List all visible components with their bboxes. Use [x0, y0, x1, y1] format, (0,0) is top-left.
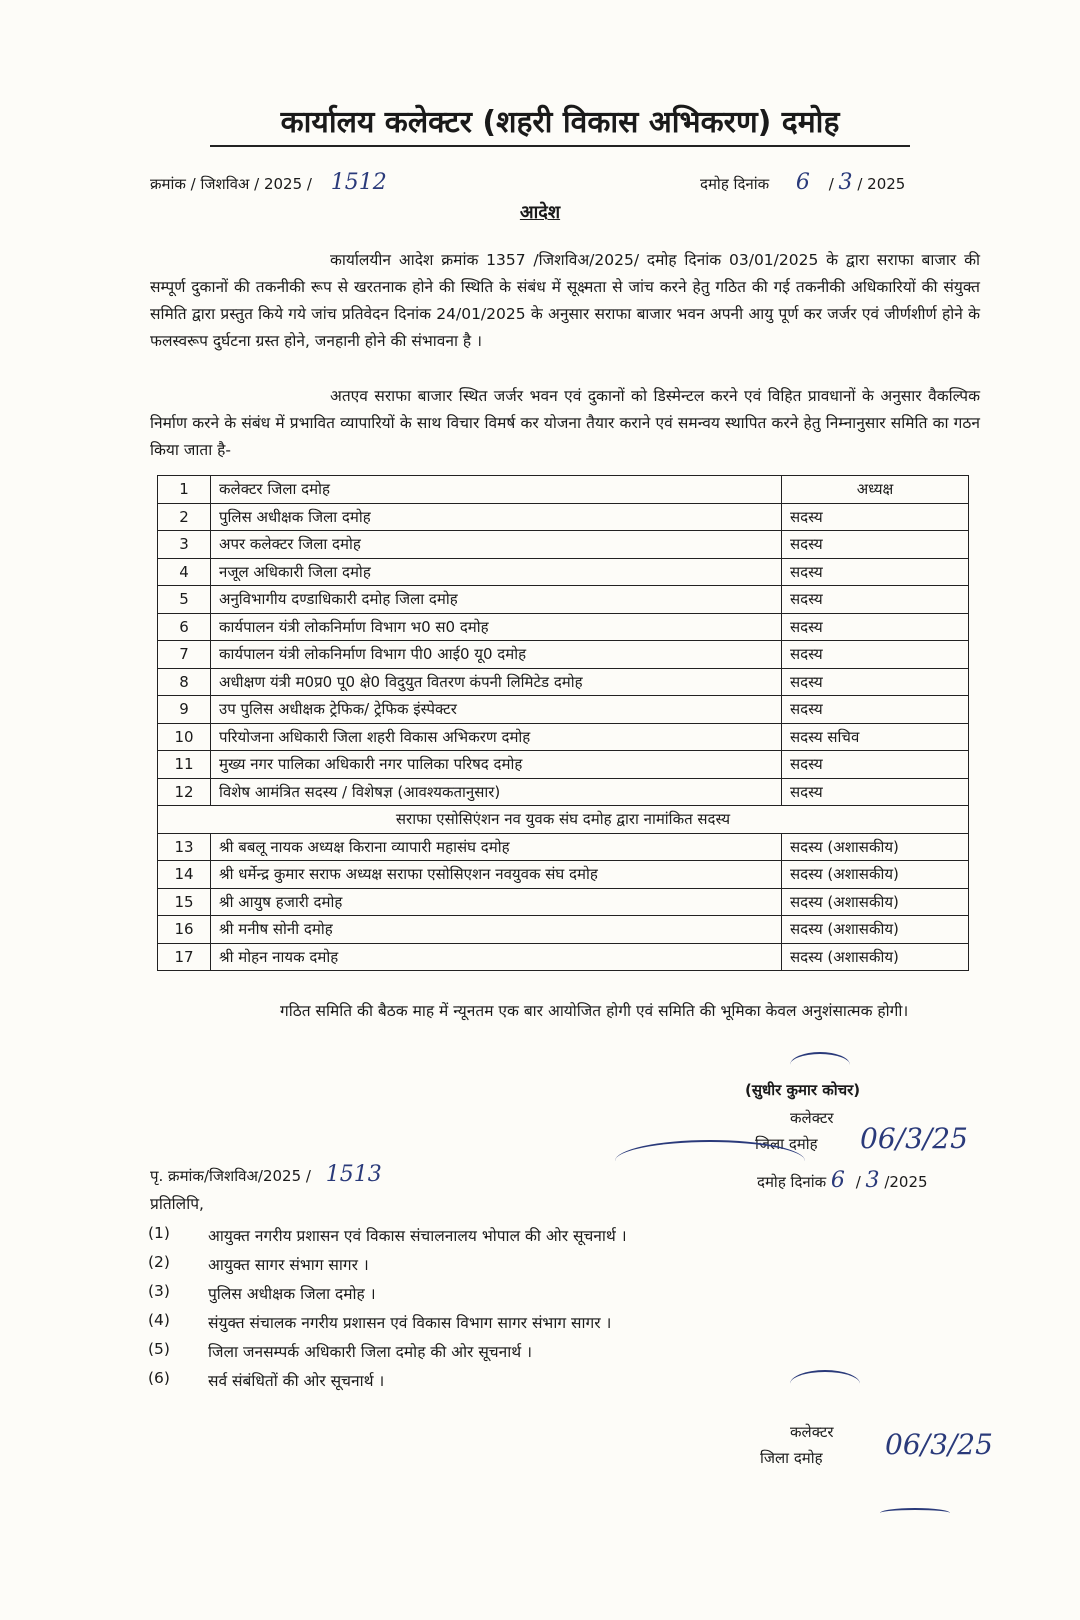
member-number: 17: [158, 943, 211, 971]
member-number: 3: [158, 531, 211, 559]
signatory-designation: कलेक्टर: [790, 1109, 834, 1127]
committee-row: [158, 668, 969, 696]
member-role: सदस्य (अशासकीय): [782, 833, 969, 861]
handwritten-date-month: 3: [838, 170, 853, 195]
member-number: 14: [158, 861, 211, 889]
member-name: श्री बबलू नायक अध्यक्ष किराना व्यापारी महासंघ दमोह: [211, 833, 782, 861]
copy-number: (4): [148, 1311, 170, 1329]
signatory-designation-2: कलेक्टर: [790, 1423, 834, 1441]
committee-row: [158, 586, 969, 614]
copy-recipient: संयुक्त संचालक नगरीय प्रशासन एवं विकास विभाग सागर संभाग सागर ।: [208, 1314, 612, 1332]
member-name: अधीक्षण यंत्री म0प्र0 पू0 क्षे0 विदुयुत वितरण कंपनी लिमिटेड दमोह: [211, 668, 782, 696]
committee-row: [158, 531, 969, 559]
member-name: पुलिस अधीक्षक जिला दमोह: [211, 503, 782, 531]
copy-number: (1): [148, 1224, 170, 1242]
committee-row: [158, 916, 969, 944]
paragraph-1: कार्यालयीन आदेश क्रमांक 1357 /जिशविअ/2025/ दमोह दिनांक 03/01/2025 के द्वारा सराफा बाजार की सम्पूर्ण दुकानों की तकनीकी रूप से खरतनाक होने की स्थिति के संबंध में सूक्ष्मता से जांच करने हेतु गठित की गई तकनीकी अधिकारियों की संयुक्त समिति द्वारा प्रस्तुत किये गये जांच प्रतिवेदन दिनांक 24/01/2025 के अनुसार सराफा बाजार भवन अपनी आयु पूर्ण कर जर्जर एवं जीर्णशीर्ण होने के फलस्वरूप दुर्घटना ग्रस्त होने, जनहानी होने की संभावना है ।: [150, 251, 980, 350]
committee-row: [158, 696, 969, 724]
member-name: मुख्य नगर पालिका अधिकारी नगर पालिका परिषद दमोह: [211, 751, 782, 779]
committee-table: [157, 475, 969, 971]
date-prefix: दमोह दिनांक: [700, 175, 770, 193]
copy-recipient: सर्व संबंधितों की ओर सूचनार्थ ।: [208, 1372, 385, 1390]
signatory-district: जिला दमोह: [755, 1135, 818, 1153]
reference-prefix: क्रमांक / जिशविअ / 2025 /: [150, 175, 312, 193]
signatory-district-2: जिला दमोह: [760, 1449, 823, 1467]
member-name: अनुविभागीय दण्डाधिकारी दमोह जिला दमोह: [211, 586, 782, 614]
endorsement-date: दमोह दिनांक 6 / 3 /2025: [757, 1168, 928, 1193]
copy-number: (6): [148, 1369, 170, 1387]
paragraph-2: अतएव सराफा बाजार स्थित जर्जर भवन एवं दुकानों को डिस्मेन्टल करने एवं विहित प्रावधानों के अनुसार वैकल्पिक निर्माण करने के संबंध में प्रभावित व्यापारियों के साथ विचार विमर्ष कर योजना तैयार कराने एवं समन्वय स्थापित करने हेतु निम्नानुसार समिति का गठन किया जाता है-: [150, 387, 980, 459]
member-name: श्री धर्मेन्द्र कुमार सराफ अध्यक्ष सराफा एसोसिएशन नवयुवक संघ दमोह: [211, 861, 782, 889]
copy-recipient: आयुक्त नगरीय प्रशासन एवं विकास संचालनालय भोपाल की ओर सूचनार्थ ।: [208, 1227, 627, 1245]
paragraph-3: गठित समिति की बैठक माह में न्यूनतम एक बार आयोजित होगी एवं समिति की भूमिका केवल अनुशंसात्मक होगी।: [280, 1002, 909, 1020]
member-role: सदस्य: [782, 778, 969, 806]
nominated-section-heading: सराफा एसोसिएंशन नव युवक संघ दमोह द्वारा नामांकित सदस्य: [158, 806, 969, 834]
member-number: 2: [158, 503, 211, 531]
date-year: / 2025: [857, 175, 906, 193]
member-role: सदस्य: [782, 586, 969, 614]
order-date: दमोह दिनांक 6 / 3 / 2025: [700, 170, 906, 195]
committee-row: [158, 641, 969, 669]
copy-recipient: जिला जनसम्पर्क अधिकारी जिला दमोह की ओर सूचनार्थ ।: [208, 1343, 532, 1361]
handwritten-date-day: 6: [795, 170, 810, 195]
member-name: अपर कलेक्टर जिला दमोह: [211, 531, 782, 559]
committee-row: [158, 943, 969, 971]
member-name: श्री मनीष सोनी दमोह: [211, 916, 782, 944]
handwritten-endorsement-number: 1513: [325, 1162, 382, 1187]
committee-row: [158, 888, 969, 916]
member-name: नजूल अधिकारी जिला दमोह: [211, 558, 782, 586]
member-role: सदस्य (अशासकीय): [782, 916, 969, 944]
committee-row: [158, 861, 969, 889]
member-number: 13: [158, 833, 211, 861]
committee-row: [158, 503, 969, 531]
member-name: उप पुलिस अधीक्षक ट्रेफिक/ ट्रेफिक इंस्पेक्टर: [211, 696, 782, 724]
handwritten-reference-number: 1512: [330, 170, 387, 195]
committee-row: [158, 778, 969, 806]
member-number: 1: [158, 476, 211, 504]
member-number: 4: [158, 558, 211, 586]
member-role: सदस्य (अशासकीय): [782, 888, 969, 916]
copy-number: (3): [148, 1282, 170, 1300]
member-name: परियोजना अधिकारी जिला शहरी विकास अभिकरण दमोह: [211, 723, 782, 751]
copy-number: (5): [148, 1340, 170, 1358]
signatory-name: (सुधीर कुमार कोचर): [745, 1081, 861, 1099]
committee-row: [158, 558, 969, 586]
committee-row: [158, 613, 969, 641]
signature-mark-2: [790, 1370, 860, 1398]
endorsement-reference: पृ. क्रमांक/जिशविअ/2025 / 1513: [150, 1162, 382, 1187]
nominated-section-row: [158, 806, 969, 834]
member-name: कलेक्टर जिला दमोह: [211, 476, 782, 504]
member-number: 11: [158, 751, 211, 779]
member-role: सदस्य (अशासकीय): [782, 943, 969, 971]
member-number: 6: [158, 613, 211, 641]
copy-recipient: आयुक्त सागर संभाग सागर ।: [208, 1256, 369, 1274]
member-role: सदस्य (अशासकीय): [782, 861, 969, 889]
member-role: सदस्य: [782, 503, 969, 531]
order-heading: आदेश: [519, 202, 561, 223]
member-number: 5: [158, 586, 211, 614]
member-number: 15: [158, 888, 211, 916]
committee-row: [158, 751, 969, 779]
member-role: सदस्य सचिव: [782, 723, 969, 751]
office-title: कार्यालय कलेक्टर (शहरी विकास अभिकरण) दमोह: [210, 100, 910, 147]
member-name: विशेष आमंत्रित सदस्य / विशेषज्ञ (आवश्यकतानुसार): [211, 778, 782, 806]
member-name: श्री मोहन नायक दमोह: [211, 943, 782, 971]
member-number: 8: [158, 668, 211, 696]
member-number: 16: [158, 916, 211, 944]
member-role: सदस्य: [782, 531, 969, 559]
member-name: कार्यपालन यंत्री लोकनिर्माण विभाग पी0 आई0 यू0 दमोह: [211, 641, 782, 669]
copy-number: (2): [148, 1253, 170, 1271]
member-role: सदस्य: [782, 696, 969, 724]
handwritten-signature-date-1: 06/3/25: [860, 1122, 968, 1155]
committee-row: [158, 476, 969, 504]
signature-stroke-2: [880, 1508, 950, 1518]
member-name: श्री आयुष हजारी दमोह: [211, 888, 782, 916]
member-role: सदस्य: [782, 751, 969, 779]
member-role: सदस्य: [782, 641, 969, 669]
member-name: कार्यपालन यंत्री लोकनिर्माण विभाग भ0 स0 दमोह: [211, 613, 782, 641]
member-role: सदस्य: [782, 558, 969, 586]
member-role: सदस्य: [782, 613, 969, 641]
reference-number: [150, 170, 387, 195]
copy-label: प्रतिलिपि,: [150, 1195, 204, 1213]
copy-recipient: पुलिस अधीक्षक जिला दमोह ।: [208, 1285, 376, 1303]
member-role: सदस्य: [782, 668, 969, 696]
handwritten-signature-date-2: 06/3/25: [885, 1428, 993, 1461]
member-role: अध्यक्ष: [782, 476, 969, 504]
member-number: 7: [158, 641, 211, 669]
signature-mark-1: [790, 1052, 850, 1078]
member-number: 9: [158, 696, 211, 724]
member-number: 10: [158, 723, 211, 751]
member-number: 12: [158, 778, 211, 806]
committee-row: [158, 833, 969, 861]
committee-row: [158, 723, 969, 751]
